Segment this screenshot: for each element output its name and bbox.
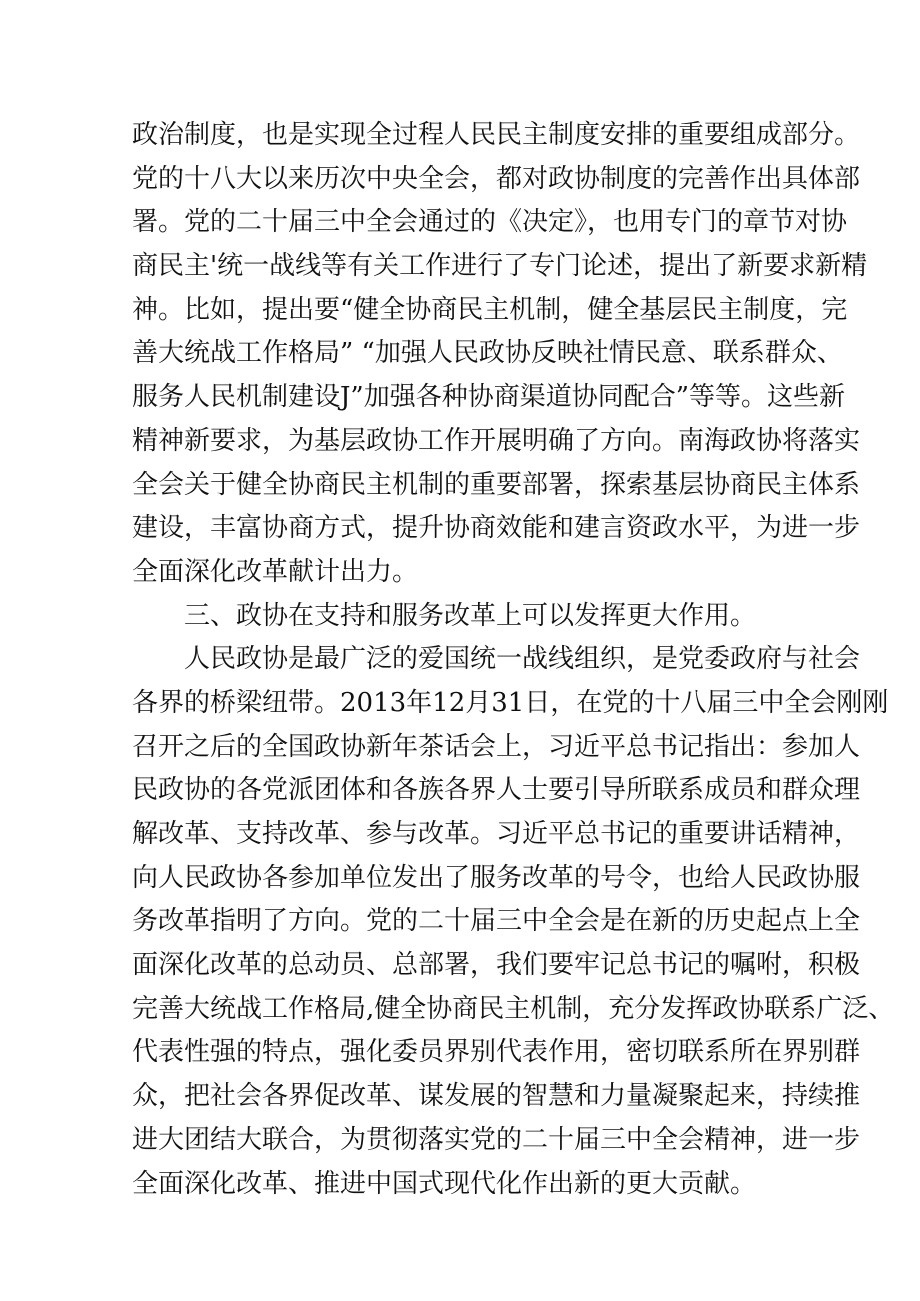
text-line: 署。党的二十届三中全会通过的《决定》，也用专门的章节对协 <box>132 207 848 238</box>
section-heading: 三、政协在支持和服务改革上可以发挥更大作用。 <box>184 600 757 631</box>
text-line: 服务人民机制建设J”加强各种协商渠道协同配合”等等。这些新 <box>132 382 846 413</box>
text-line: 精神新要求，为基层政协工作开展明确了方向。南海政协将落实 <box>132 425 861 456</box>
document-body <box>132 114 895 1206</box>
text-line: 政治制度，也是实现全过程人民民主制度安排的重要组成部分。 <box>132 120 861 150</box>
text-line: 完善大统战工作格局,健全协商民主机制，充分发挥政协联系广泛、 <box>132 993 895 1024</box>
text-line: 解改革、支持改革、参与改革。习近平总书记的重要讲话精神， <box>132 819 861 849</box>
text-line: 建设，丰富协商方式，提升协商效能和建言资政水平，为进一步 <box>132 513 861 544</box>
text-line: 神。比如，提出要“健全协商民主机制，健全基层民主制度，完 <box>132 294 848 325</box>
text-line: 全会关于健全协商民主机制的重要部署，探索基层协商民主体系 <box>132 469 861 500</box>
text-line: 向人民政协各参加单位发出了服务改革的号令，也给人民政协服 <box>132 862 861 893</box>
text-line: 善大统战工作格局” “加强人民政协反映社情民意、联系群众、 <box>132 338 843 369</box>
text-line: 党的十八大以来历次中央全会，都对政协制度的完善作出具体部 <box>132 163 861 194</box>
text-line: 面深化改革的总动员、总部署，我们要牢记总书记的嘱咐，积极 <box>132 950 861 981</box>
text-line: 众，把社会各界促改革、谋发展的智慧和力量凝聚起来，持续推 <box>132 1081 861 1112</box>
text-line: 务改革指明了方向。党的二十届三中全会是在新的历史起点上全 <box>132 906 861 937</box>
text-line: 全面深化改革、推进中国式现代化作出新的更大贡献。 <box>132 1168 757 1199</box>
text-line: 各界的桥梁纽带。2013年12月31日，在党的十八届三中全会刚刚 <box>132 687 889 718</box>
text-line: 人民政协是最广泛的爱国统一战线组织，是党委政府与社会 <box>184 644 861 675</box>
text-line: 商民主'统一战线等有关工作进行了专门论述，提出了新要求新精 <box>132 251 868 282</box>
text-line: 召开之后的全国政协新年茶话会上，习近平总书记指出：参加人 <box>132 731 861 762</box>
text-line: 进大团结大联合，为贯彻落实党的二十届三中全会精神，进一步 <box>132 1124 861 1155</box>
text-line: 民政协的各党派团体和各族各界人士要引导所联系成员和群众理 <box>132 775 861 806</box>
text-line: 代表性强的特点，强化委员界别代表作用，密切联系所在界别群 <box>132 1037 861 1068</box>
text-line: 全面深化改革献计出力。 <box>132 556 419 587</box>
